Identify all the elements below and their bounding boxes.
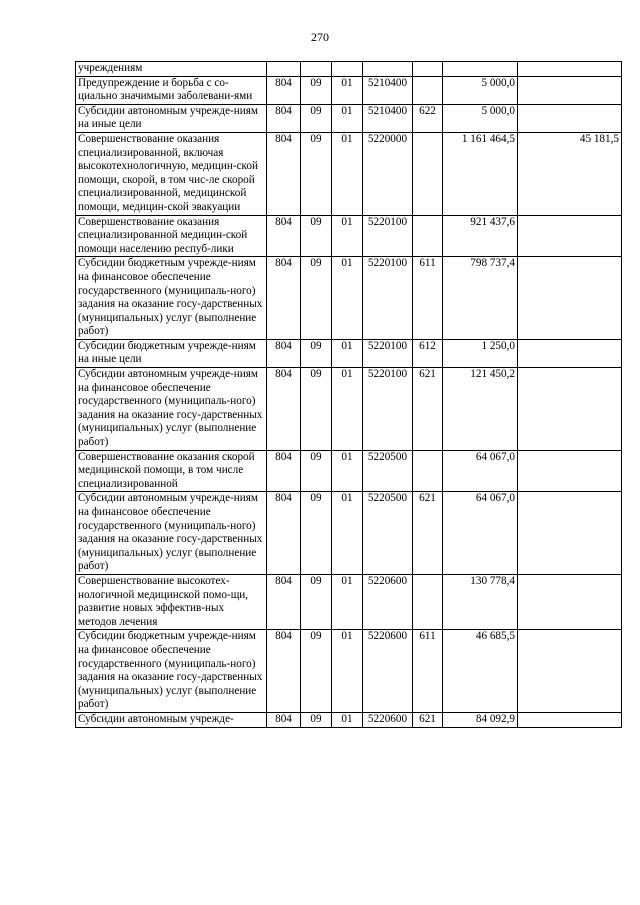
target-article-cell: 5220500 xyxy=(363,492,413,575)
ministry-code-cell: 804 xyxy=(267,368,301,451)
expense-type-cell xyxy=(413,215,443,257)
section-code-cell: 09 xyxy=(301,339,332,367)
table-row xyxy=(76,76,622,104)
table-row xyxy=(76,492,622,575)
section-code-cell: 09 xyxy=(301,574,332,629)
row-name-cell: Субсидии автономным учрежде-ниям на финансовое обеспечение государственного (муниципаль-ного) задания на оказание госу-дарственных (муниципальных) услуг (выполнение работ) xyxy=(76,368,267,451)
table-row xyxy=(76,257,622,340)
row-name-cell: учреждениям xyxy=(76,62,267,77)
table-row xyxy=(76,339,622,367)
ministry-code-cell: 804 xyxy=(267,76,301,104)
amount-cell: 1 250,0 xyxy=(443,339,518,367)
target-article-cell: 5220100 xyxy=(363,368,413,451)
amount-cell: 46 685,5 xyxy=(443,630,518,713)
expense-type-cell: 621 xyxy=(413,492,443,575)
target-article-cell: 5220000 xyxy=(363,132,413,215)
subsection-code-cell: 01 xyxy=(332,132,363,215)
subsection-code-cell: 01 xyxy=(332,574,363,629)
amount-cell: 130 778,4 xyxy=(443,574,518,629)
expense-type-cell: 622 xyxy=(413,104,443,132)
target-article-cell: 5220100 xyxy=(363,257,413,340)
subsection-code-cell: 01 xyxy=(332,257,363,340)
row-name-cell: Субсидии бюджетным учрежде-ниям на финансовое обеспечение государственного (муниципаль-ного) задания на оказание госу-дарственных (муниципальных) услуг (выполнение работ) xyxy=(76,257,267,340)
subsection-code-cell: 01 xyxy=(332,712,363,727)
section-code-cell: 09 xyxy=(301,257,332,340)
expense-type-cell: 611 xyxy=(413,257,443,340)
table-row xyxy=(76,132,622,215)
subsection-code-cell: 01 xyxy=(332,104,363,132)
section-code-cell: 09 xyxy=(301,104,332,132)
section-code-cell: 09 xyxy=(301,450,332,492)
section-code-cell: 09 xyxy=(301,132,332,215)
expense-type-cell xyxy=(413,450,443,492)
section-code-cell: 09 xyxy=(301,76,332,104)
expense-type-cell xyxy=(413,76,443,104)
amount-cell-secondary xyxy=(518,712,622,727)
subsection-code-cell: 01 xyxy=(332,630,363,713)
amount-cell-secondary xyxy=(518,76,622,104)
amount-cell: 64 067,0 xyxy=(443,450,518,492)
table-row xyxy=(76,215,622,257)
subsection-code-cell: 01 xyxy=(332,492,363,575)
row-name-cell: Субсидии бюджетным учрежде-ниям на финансовое обеспечение государственного (муниципаль-ного) задания на оказание госу-дарственных (муниципальных) услуг (выполнение работ) xyxy=(76,630,267,713)
table-row xyxy=(76,104,622,132)
amount-cell-secondary xyxy=(518,257,622,340)
amount-cell: 5 000,0 xyxy=(443,104,518,132)
ministry-code-cell: 804 xyxy=(267,132,301,215)
row-name-cell: Субсидии автономным учрежде- xyxy=(76,712,267,727)
ministry-code-cell: 804 xyxy=(267,450,301,492)
ministry-code-cell: 804 xyxy=(267,215,301,257)
row-name-cell: Предупреждение и борьба с со-циально значимыми заболевани-ями xyxy=(76,76,267,104)
page-number: 270 xyxy=(311,30,329,44)
ministry-code-cell: 804 xyxy=(267,574,301,629)
target-article-cell: 5210400 xyxy=(363,76,413,104)
expense-type-cell xyxy=(413,574,443,629)
row-name-cell: Совершенствование оказания скорой медицинской помощи, в том числе специализированной xyxy=(76,450,267,492)
ministry-code-cell: 804 xyxy=(267,712,301,727)
amount-cell-secondary xyxy=(518,215,622,257)
amount-cell xyxy=(443,62,518,77)
section-code-cell: 09 xyxy=(301,368,332,451)
amount-cell-secondary: 45 181,5 xyxy=(518,132,622,215)
target-article-cell: 5220600 xyxy=(363,630,413,713)
expense-type-cell xyxy=(413,132,443,215)
budget-table xyxy=(75,61,622,728)
section-code-cell: 09 xyxy=(301,712,332,727)
ministry-code-cell: 804 xyxy=(267,104,301,132)
row-name-cell: Субсидии автономным учрежде-ниям на иные цели xyxy=(76,104,267,132)
amount-cell-secondary xyxy=(518,574,622,629)
target-article-cell: 5220600 xyxy=(363,712,413,727)
subsection-code-cell: 01 xyxy=(332,450,363,492)
target-article-cell: 5210400 xyxy=(363,104,413,132)
table-body xyxy=(76,62,622,728)
target-article-cell: 5220100 xyxy=(363,215,413,257)
section-code-cell: 09 xyxy=(301,492,332,575)
row-name-cell: Совершенствование оказания специализированной медицин-ской помощи населению респуб-лики xyxy=(76,215,267,257)
ministry-code-cell xyxy=(267,62,301,77)
table-row xyxy=(76,368,622,451)
ministry-code-cell: 804 xyxy=(267,630,301,713)
amount-cell: 1 161 464,5 xyxy=(443,132,518,215)
amount-cell-secondary xyxy=(518,492,622,575)
amount-cell: 64 067,0 xyxy=(443,492,518,575)
amount-cell-secondary xyxy=(518,450,622,492)
ministry-code-cell: 804 xyxy=(267,339,301,367)
table-row xyxy=(76,574,622,629)
target-article-cell: 5220500 xyxy=(363,450,413,492)
amount-cell: 121 450,2 xyxy=(443,368,518,451)
amount-cell: 84 092,9 xyxy=(443,712,518,727)
target-article-cell: 5220600 xyxy=(363,574,413,629)
target-article-cell: 5220100 xyxy=(363,339,413,367)
amount-cell: 798 737,4 xyxy=(443,257,518,340)
row-name-cell: Субсидии бюджетным учрежде-ниям на иные цели xyxy=(76,339,267,367)
table-row xyxy=(76,630,622,713)
table-row xyxy=(76,450,622,492)
section-code-cell: 09 xyxy=(301,215,332,257)
amount-cell: 5 000,0 xyxy=(443,76,518,104)
subsection-code-cell xyxy=(332,62,363,77)
amount-cell-secondary xyxy=(518,339,622,367)
section-code-cell xyxy=(301,62,332,77)
target-article-cell xyxy=(363,62,413,77)
row-name-cell: Совершенствование высокотех-нологичной медицинской помо-щи, развитие новых эффектив-ных методов лечения xyxy=(76,574,267,629)
section-code-cell: 09 xyxy=(301,630,332,713)
amount-cell-secondary xyxy=(518,104,622,132)
subsection-code-cell: 01 xyxy=(332,215,363,257)
amount-cell-secondary xyxy=(518,368,622,451)
amount-cell-secondary xyxy=(518,62,622,77)
ministry-code-cell: 804 xyxy=(267,492,301,575)
subsection-code-cell: 01 xyxy=(332,339,363,367)
expense-type-cell xyxy=(413,62,443,77)
expense-type-cell: 621 xyxy=(413,712,443,727)
amount-cell: 921 437,6 xyxy=(443,215,518,257)
expense-type-cell: 621 xyxy=(413,368,443,451)
row-name-cell: Совершенствование оказания специализированной, включая высокотехнологичную, медицин-ской помощи, скорой, в том чис-ле скорой специализированной, медицинской помощи, медицин-ской эвакуации xyxy=(76,132,267,215)
table-row xyxy=(76,712,622,727)
ministry-code-cell: 804 xyxy=(267,257,301,340)
expense-type-cell: 612 xyxy=(413,339,443,367)
expense-type-cell: 611 xyxy=(413,630,443,713)
table-row xyxy=(76,62,622,77)
row-name-cell: Субсидии автономным учрежде-ниям на финансовое обеспечение государственного (муниципаль-ного) задания на оказание госу-дарственных (муниципальных) услуг (выполнение работ) xyxy=(76,492,267,575)
subsection-code-cell: 01 xyxy=(332,76,363,104)
subsection-code-cell: 01 xyxy=(332,368,363,451)
amount-cell-secondary xyxy=(518,630,622,713)
